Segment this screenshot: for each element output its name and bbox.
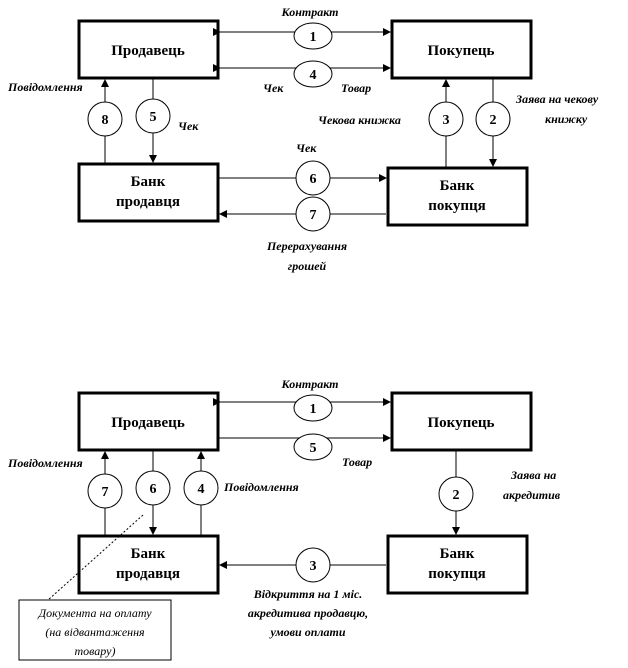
step2-2 <box>439 477 473 511</box>
contract-label: Контракт <box>281 5 339 19</box>
transfer-label-line1: Перерахування <box>266 239 348 253</box>
step2-5 <box>294 434 332 460</box>
buyer-bank-box-2 <box>388 536 527 593</box>
request-label-2-line2: акредитив <box>503 488 561 502</box>
check-label-bottom: Чек <box>296 141 317 155</box>
opening-label-line3: умови оплати <box>270 625 346 639</box>
step-8 <box>88 102 122 136</box>
seller-label: Продавець <box>111 43 185 59</box>
documents-label-line1: Документа на оплату <box>38 606 152 620</box>
step2-3 <box>296 548 330 582</box>
notification-label: Повідомлення <box>8 80 83 94</box>
request-label-line1: Заява на чекову <box>516 92 599 106</box>
step2-5-number: 5 <box>309 441 317 456</box>
opening-label-line2: акредитива продавцю, <box>247 606 369 620</box>
notification-label-left: Повідомлення <box>8 456 83 470</box>
seller-box-2 <box>79 393 218 450</box>
step-2-number: 2 <box>489 113 497 128</box>
letter-of-credit-diagram <box>7 377 561 660</box>
transfer-label-line2: грошей <box>287 259 327 273</box>
seller-label-2: Продавець <box>111 415 185 431</box>
step-3-number: 3 <box>442 113 450 128</box>
step-5-number: 5 <box>149 110 157 125</box>
buyer-bank-label-line1: Банк <box>439 178 475 194</box>
step2-4-number: 4 <box>197 482 205 497</box>
step-1 <box>294 23 332 49</box>
step-2 <box>476 102 510 136</box>
step-1-number: 1 <box>309 30 317 45</box>
documents-note <box>19 600 171 660</box>
buyer-box <box>392 21 531 78</box>
opening-label-line1: Відкриття на 1 міс. <box>253 587 363 601</box>
step2-6-number: 6 <box>149 482 157 497</box>
step2-4 <box>184 471 218 505</box>
step2-7 <box>88 474 122 508</box>
step2-2-number: 2 <box>452 488 460 503</box>
seller-bank-box <box>79 164 218 221</box>
check-label-top: Чек <box>263 81 284 95</box>
check-payment-diagram <box>7 5 599 273</box>
step-4-number: 4 <box>309 68 317 83</box>
goods-label: Товар <box>341 81 372 95</box>
step-7-number: 7 <box>309 208 317 223</box>
buyer-bank-label-2-line2: покупця <box>428 566 486 582</box>
step-8-number: 8 <box>101 113 109 128</box>
step2-1-number: 1 <box>309 402 317 417</box>
buyer-box-2 <box>392 393 531 450</box>
documents-label-line2: (на відвантаження <box>45 625 145 639</box>
seller-bank-label-2-line1: Банк <box>130 546 166 562</box>
step-6 <box>296 161 330 195</box>
seller-bank-label-line2: продавця <box>116 194 180 210</box>
buyer-label-2: Покупець <box>427 415 495 431</box>
step-4 <box>294 61 332 87</box>
step-5 <box>136 99 170 133</box>
buyer-bank-label-line2: покупця <box>428 198 486 214</box>
step-6-number: 6 <box>309 172 317 187</box>
seller-bank-box-2 <box>79 536 218 593</box>
check-book-label: Чекова книжка <box>318 113 401 127</box>
step-7 <box>296 197 330 231</box>
step2-7-number: 7 <box>101 485 109 500</box>
documents-label-line3: товару) <box>74 644 116 658</box>
check-label-mid: Чек <box>178 119 199 133</box>
buyer-bank-label-2-line1: Банк <box>439 546 475 562</box>
request-label-2-line1: Заява на <box>511 468 557 482</box>
request-label-line2: книжку <box>545 112 588 126</box>
buyer-bank-box <box>388 168 527 225</box>
step-3 <box>429 102 463 136</box>
seller-bank-label-line1: Банк <box>130 174 166 190</box>
step2-6 <box>136 471 170 505</box>
step2-3-number: 3 <box>309 559 317 574</box>
contract-label-2: Контракт <box>281 377 339 391</box>
step2-1 <box>294 395 332 421</box>
goods-label-2: Товар <box>342 455 373 469</box>
buyer-label: Покупець <box>427 43 495 59</box>
seller-bank-label-2-line2: продавця <box>116 566 180 582</box>
notification-label-mid: Повідомлення <box>224 480 299 494</box>
seller-box <box>79 21 218 78</box>
